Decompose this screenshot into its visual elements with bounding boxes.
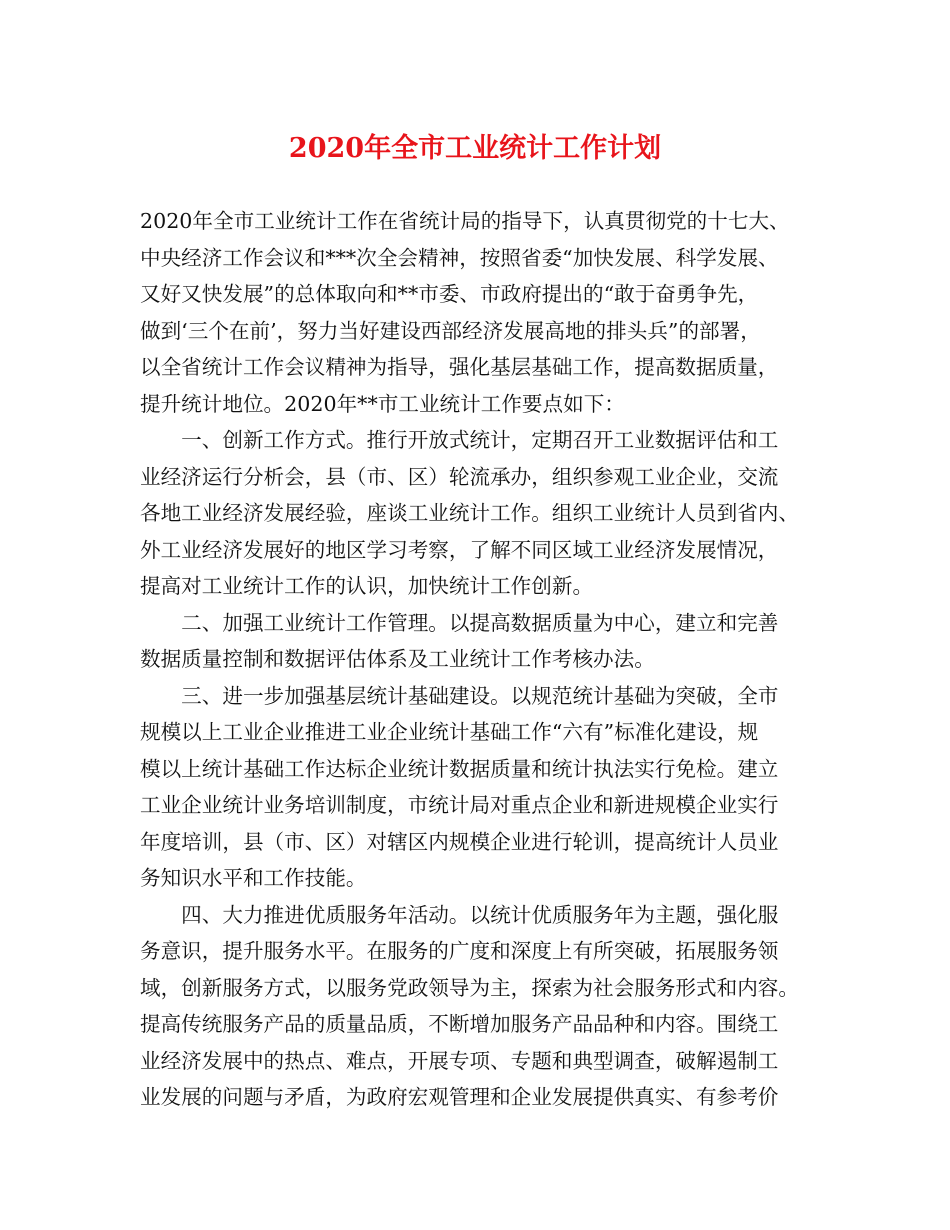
text-line: 模以上统计基础工作达标企业统计数据质量和统计执法实行免检。建立 [140, 756, 779, 781]
text-line: 务知识水平和工作技能。 [140, 866, 367, 890]
text-line: 四、大力推进优质服务年活动。以统计优质服务年为主题，强化服 [140, 902, 779, 927]
text-line: 一、创新工作方式。推行开放式统计，定期召开工业数据评估和工 [140, 428, 779, 452]
text-line: 又好又快发展”的总体取向和**市委、市政府提出的“敢于奋勇争先， [140, 282, 759, 306]
text-line: 业经济运行分析会，县（市、区）轮流承办，组织参观工业企业，交流 [140, 464, 779, 489]
text-line: 规模以上工业企业推进工业企业统计基础工作“六有”标准化建设，规 [140, 720, 759, 744]
text-line: 中央经济工作会议和***次全会精神，按照省委“加快发展、科学发展、 [140, 245, 779, 270]
text-line: 外工业经济发展好的地区学习考察，了解不同区域工业经济发展情况， [140, 537, 779, 562]
text-line: 三、进一步加强基层统计基础建设。以规范统计基础为突破，全市 [140, 683, 779, 708]
text-line: 以全省统计工作会议精神为指导，强化基层基础工作，提高数据质量， [140, 355, 779, 379]
document-title: 2020年全市工业统计工作计划 [288, 133, 662, 164]
text-line: 各地工业经济发展经验，座谈工业统计工作。组织工业统计人员到省内、 [140, 501, 799, 525]
text-line: 做到‘三个在前’，努力当好建设西部经济发展高地的排头兵”的部署， [140, 318, 761, 343]
text-line: 务意识，提升服务水平。在服务的广度和深度上有所突破，拓展服务领 [140, 939, 779, 963]
text-line: 数据质量控制和数据评估体系及工业统计工作考核办法。 [140, 647, 655, 671]
text-line: 提升统计地位。2020年**市工业统计工作要点如下： [140, 391, 625, 416]
text-line: 提高传统服务产品的质量品质，不断增加服务产品品种和内容。围绕工 [140, 1012, 779, 1036]
text-line: 二、加强工业统计工作管理。以提高数据质量为中心，建立和完善 [140, 610, 779, 635]
text-line: 工业企业统计业务培训制度，市统计局对重点企业和新进规模企业实行 [140, 793, 779, 817]
text-line: 业经济发展中的热点、难点，开展专项、专题和典型调查，破解遏制工 [140, 1048, 779, 1073]
document-body [140, 203, 840, 1116]
text-line: 年度培训，县（市、区）对辖区内规模企业进行轮训，提高统计人员业 [140, 829, 779, 854]
text-line: 域，创新服务方式，以服务党政领导为主，探索为社会服务形式和内容。 [140, 975, 799, 1000]
text-line: 业发展的问题与矛盾，为政府宏观管理和企业发展提供真实、有参考价 [140, 1085, 779, 1109]
text-line: 提高对工业统计工作的认识，加快统计工作创新。 [140, 574, 594, 598]
text-line: 2020年全市工业统计工作在省统计局的指导下，认真贯彻党的十七大、 [140, 209, 790, 233]
